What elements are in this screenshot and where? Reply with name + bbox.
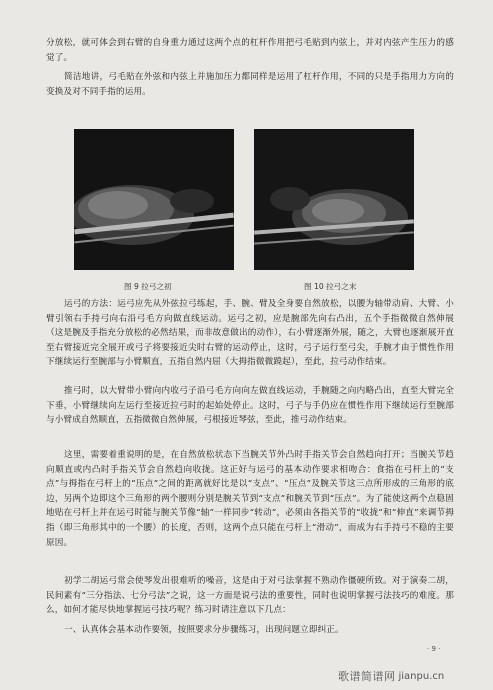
- paragraph-practice-tip-1: 一、认真体会基本动作要领，按照要求分步骤练习，出现问题立即纠正。: [64, 625, 344, 635]
- page-number: · 9 ·: [427, 645, 441, 653]
- figure-10-photo: [254, 129, 414, 270]
- figure-10-caption: 图 10 拉弓之末: [304, 282, 357, 291]
- watermark-text: 歌谱简谱网: [338, 670, 396, 683]
- paragraph-wrist-explanation: 这里，需要着重说明的是，在自然放松状态下当腕关节外凸时手指关节会自然趋向打开；当腕关节趋向顺直或内凸时手指关节会自然趋向收拢。这正好与运弓的基本动作要求相吻合：食指在弓杆上的“支点”与拇指在弓杆上的“压点”之间的距离就好比是以“支点”、“压点”及腕关节这三点所形成的三角形的底边，另两个边即这个三角形的两个腰则分别是腕关节到“支点”和腕关节到“压点”。为了能使这两个点稳固地贴在弓杆上并在运弓时能与腕关节像“轴”一样同步“转动”，必须由各指关节的“收拢”和“伸直”来调节拇指（即三角形其中的一个腰）的长度，否则，这两个点只能在弓杆上“滑动”，而成为右手持弓不稳的主要原因。: [46, 450, 454, 548]
- site-watermark: [338, 666, 488, 686]
- paragraph-bowing-method: 运弓的方法：运弓应先从外弦拉弓练起，手、腕、臂及全身要自然放松，以腰为轴带动肩、大臂、小臂引领右手持弓向右沿弓毛方向做直线运动。运弓之初，应是腕部先向右凸出，五个手指微微自然伸展（这是腕及手指充分放松的必然结果，而非故意做出的动作），右小臂逐渐外展，随之，大臂也逐渐展开直至右臂接近完全展开或弓子将要接近尖时右臂的运动停止，这时，弓子运行至弓尖，手腕才由于惯性作用下继续运行至腕部与小臂顺直，五指自然内屈（大拇指微微蹺起），至此，拉弓动作结束。: [46, 299, 454, 368]
- paragraph-push-bow: 推弓时，以大臂带小臂向内收弓子沿弓毛方向向左做直线运动，手腕随之向内略凸出，直至大臂完全下垂，小臂继续向左运行至接近拉弓时的起始处停止。这时，弓子与手仍应在惯性作用下继续运行至腕部与小臂成自然顺直，五指微微自然伸展，弓根接近琴弦，至此，推弓动作结束。: [46, 386, 454, 426]
- figure-9-caption: 图 9 拉弓之初: [124, 282, 172, 291]
- watermark-url: jianpu.cn: [398, 670, 445, 682]
- paragraph-intro-continuation: 分放松，就可体会到右臂的自身重力通过这两个点的杠杆作用把弓毛贴到内弦上，并对内弦产生压力的感觉了。: [46, 38, 454, 63]
- figure-9-photo: [74, 129, 234, 270]
- paragraph-beginner-noise: 初学二胡运弓常会使琴发出很难听的噪音，这是由于对弓法掌握不熟动作僵硬所致。对于演奏二胡，民间素有“三分指法、七分弓法”之说，这一方面是说弓法的重要性，同时也说明掌握弓法技巧的难度。那么，如何才能尽快地掌握运弓技巧呢？练习时请注意以下几点：: [46, 576, 454, 616]
- bowing-end-photo-icon: [254, 129, 414, 270]
- bowing-start-photo-icon: [74, 129, 234, 270]
- paragraph-summary: 简洁地讲，弓毛贴在外弦和内弦上并施加压力都同样是运用了杠杆作用，不同的只是手指用力方向的变换及对不同手指的运用。: [46, 72, 454, 97]
